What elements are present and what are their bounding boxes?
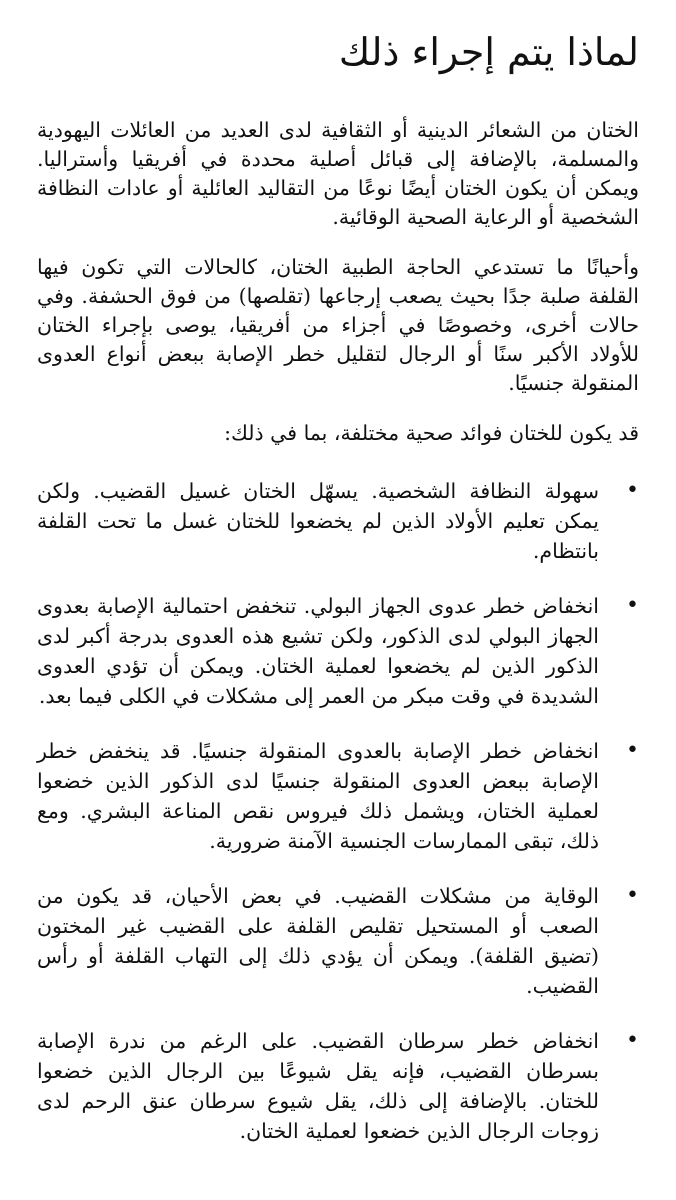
paragraph-religious-cultural: الختان من الشعائر الدينية أو الثقافية لدى العديد من العائلات اليهودية والمسلمة، بالإضافة إلى قبائل أصلية محددة في أفريقيا وأستراليا. ويمكن أن يكون الختان أيضًا نوعًا من التقاليد العائلية أو عادات النظافة الشخصية أو الرعاية الصحية الوقائية. bbox=[37, 117, 639, 229]
bullet-icon: • bbox=[626, 882, 639, 908]
list-item-penile-cancer bbox=[37, 1026, 639, 1146]
list-item-penile-problems bbox=[37, 881, 639, 1001]
list-item-text: انخفاض خطر سرطان القضيب. على الرغم من ندرة الإصابة بسرطان القضيب، فإنه يقل شيوعًا بين الرجال الذين خضعوا للختان. بالإضافة إلى ذلك، يقل شيوع سرطان عنق الرحم لدى زوجات الرجال الذين خضعوا لعملية الختان. bbox=[37, 1028, 599, 1143]
bullet-icon: • bbox=[626, 737, 639, 763]
list-item-text: انخفاض خطر عدوى الجهاز البولي. تنخفض احتمالية الإصابة بعدوى الجهاز البولي لدى الذكور، ولكن تشيع هذه العدوى بدرجة أكبر لدى الذكور الذين لم يخضعوا لعملية الختان. ويمكن أن تؤدي العدوى الشديدة في وقت مبكر من العمر إلى مشكلات في الكلى فيما بعد. bbox=[37, 593, 599, 708]
list-item-sti bbox=[37, 736, 639, 856]
bullet-icon: • bbox=[626, 477, 639, 503]
benefits-list bbox=[37, 476, 639, 1146]
benefits-intro: قد يكون للختان فوائد صحية مختلفة، بما في ذلك: bbox=[224, 420, 639, 445]
page-title: لماذا يتم إجراء ذلك bbox=[338, 30, 639, 74]
list-item-text: انخفاض خطر الإصابة بالعدوى المنقولة جنسيًا. قد ينخفض خطر الإصابة ببعض العدوى المنقولة جنسيًا لدى الذكور الذين خضعوا لعملية الختان، ويشمل ذلك فيروس نقص المناعة البشري. ومع ذلك، تبقى الممارسات الجنسية الآمنة ضرورية. bbox=[37, 738, 599, 853]
list-item-text: الوقاية من مشكلات القضيب. في بعض الأحيان، قد يكون من الصعب أو المستحيل تقليص القلفة على القضيب غير المختون (تضيق القلفة). ويمكن أن يؤدي ذلك إلى التهاب القلفة أو رأس القضيب. bbox=[37, 883, 599, 998]
paragraph-medical-need: وأحيانًا ما تستدعي الحاجة الطبية الختان، كالحالات التي تكون فيها القلفة صلبة جدًا بحيث يصعب إرجاعها (تقلصها) من فوق الحشفة. وفي حالات أخرى، وخصوصًا في أجزاء من أفريقيا، يوصى بإجراء الختان للأولاد الأكبر سنًا أو الرجال لتقليل خطر الإصابة ببعض أنواع العدوى المنقولة جنسيًا. bbox=[37, 254, 639, 395]
bullet-icon: • bbox=[626, 592, 639, 618]
list-item-hygiene bbox=[37, 476, 639, 566]
bullet-icon: • bbox=[626, 1027, 639, 1053]
list-item-text: سهولة النظافة الشخصية. يسهّل الختان غسيل القضيب. ولكن يمكن تعليم الأولاد الذين لم يخضعوا للختان غسل ما تحت القلفة بانتظام. bbox=[37, 478, 599, 563]
list-item-uti bbox=[37, 591, 639, 711]
